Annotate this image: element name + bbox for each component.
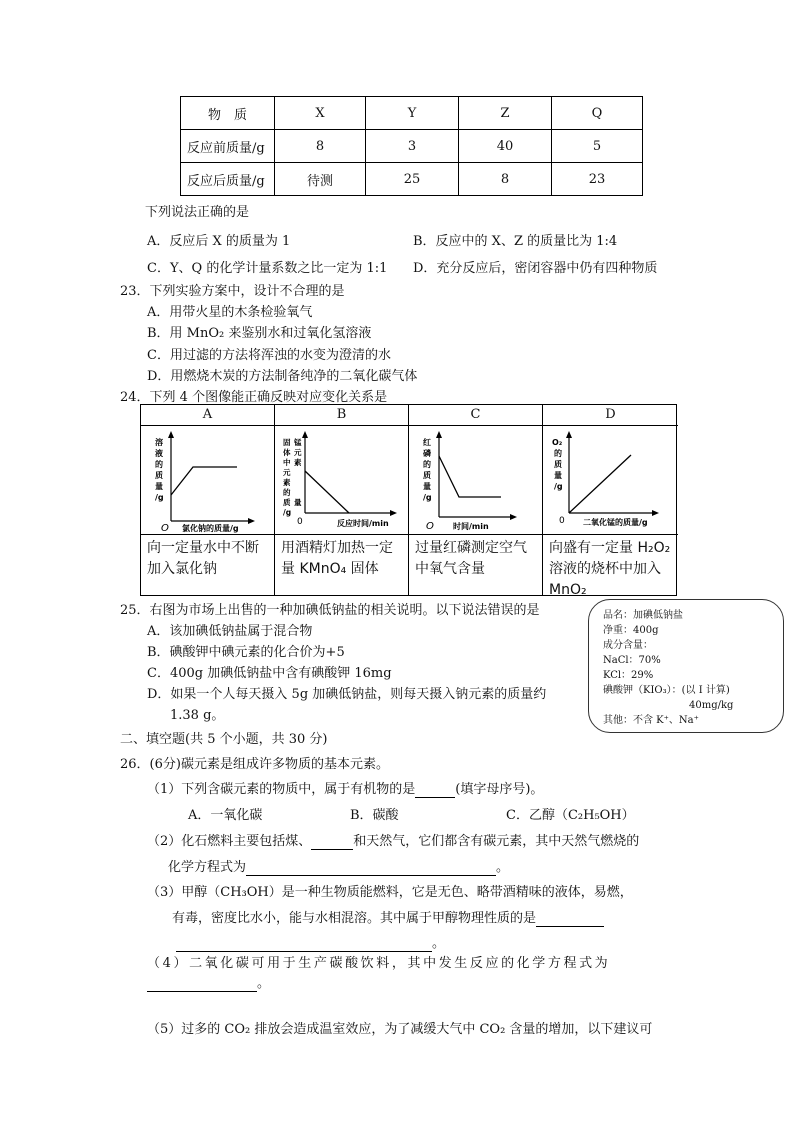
y-label: 的 [155, 460, 163, 469]
q22-option-c: C．Y、Q 的化学计量系数之比一定为 1:1 [147, 261, 388, 276]
label-line: 40mg/kg [689, 700, 734, 711]
x-label: 反应时间/min [337, 519, 389, 528]
y-label: 红 [423, 438, 431, 447]
y-label: /g [155, 493, 164, 502]
graph-cell-d [543, 405, 678, 598]
origin-label: 0 [559, 516, 565, 526]
q26-part2-text: （2）化石燃料主要包括煤、 [147, 834, 312, 849]
period: 。 [257, 976, 271, 991]
q26-part2-text3: 化学方程式为 [168, 860, 247, 875]
y-label: 量 [294, 498, 302, 507]
q23-option-a: A．用带火星的木条检验氧气 [147, 305, 313, 320]
graph-description: 向盛有一定量 H₂O₂ 溶液的烧杯中加入 MnO₂ [543, 534, 678, 604]
q22-option-b: B．反应中的 X、Z 的质量比为 1:4 [413, 234, 618, 249]
graph-letter: D [543, 405, 678, 426]
answer-blank[interactable] [536, 911, 604, 927]
graph-b-plot [275, 425, 409, 534]
table-cell: Z [459, 97, 552, 130]
table-cell: 反应前质量/g [181, 130, 275, 163]
q25-option-d: D．如果一个人每天摄入 5g 加碘低钠盐，则每天摄入钠元素的质量约 [147, 687, 547, 702]
q25-stem: 25．右图为市场上出售的一种加碘低钠盐的相关说明。以下说法错误的是 [120, 603, 540, 618]
y-label: 体 [283, 448, 291, 457]
q26-part5: （5）过多的 CO₂ 排放会造成温室效应，为了减缓大气中 CO₂ 含量的增加，以下建议可 [147, 1022, 653, 1037]
y-label: 锰 [294, 438, 302, 447]
q26-part3-line3 [176, 932, 445, 952]
graph-letter: C [409, 405, 542, 426]
answer-blank[interactable] [415, 782, 455, 798]
table-row [181, 130, 643, 163]
graph-a-line [171, 467, 237, 495]
y-label: 液 [155, 449, 163, 458]
graph-d-line [569, 455, 631, 513]
q25-option-c: C．400g 加碘低钠盐中含有碘酸钾 16mg [147, 666, 392, 681]
label-line: KCl：29% [603, 670, 654, 681]
q25-option-d-cont: 1.38 g。 [170, 708, 225, 723]
origin-label: 0 [297, 517, 303, 527]
q23-stem: 23．下列实验方案中，设计不合理的是 [120, 284, 345, 299]
salt-label-box [588, 599, 784, 733]
q23-option-b: B．用 MnO₂ 来鉴别水和过氧化氢溶液 [147, 326, 372, 341]
q26-part1-tail: (填字母序号)。 [455, 782, 544, 797]
y-label: O₂ [552, 438, 563, 447]
label-line: 其他：不含 K⁺、Na⁺ [603, 715, 699, 726]
table-row [181, 163, 643, 196]
q26-part4: （4）二氧化碳可用于生产碳酸饮料，其中发生反应的化学方程式为 [147, 956, 611, 971]
table-cell: 待测 [275, 163, 366, 196]
table-cell: Q [552, 97, 643, 130]
y-label: 质 [283, 498, 291, 507]
graph-letter: B [275, 405, 408, 426]
label-line: 品名：加碘低钠盐 [603, 610, 683, 621]
graph-b-line [305, 471, 349, 513]
period: 。 [496, 860, 510, 875]
label-line: 成分含量： [603, 640, 653, 651]
table-cell: 3 [366, 130, 459, 163]
table-cell: 25 [366, 163, 459, 196]
y-label: 的 [554, 449, 562, 458]
q23-option-c: C．用过滤的方法将浑浊的水变为澄清的水 [147, 348, 391, 363]
graph-description: 过量红磷测定空气中氧气含量 [409, 534, 542, 583]
answer-blank[interactable] [176, 936, 432, 952]
y-label: 量 [423, 482, 431, 491]
answer-blank[interactable] [147, 976, 257, 992]
table-cell: Y [366, 97, 459, 130]
label-line: 净重：400g [603, 625, 659, 636]
q26-part3-line2 [172, 907, 604, 927]
q26-part3: （3）甲醇（CH₃OH）是一种生物质能燃料，它是无色、略带酒精味的液体，易燃， [147, 885, 633, 900]
y-label: 中 [283, 458, 291, 467]
y-label: 质 [554, 460, 562, 469]
graph-c-plot [409, 425, 543, 534]
origin-label: O [161, 523, 169, 534]
table-cell: 8 [275, 130, 366, 163]
y-label: 质 [423, 471, 431, 480]
y-label: 量 [155, 482, 163, 491]
q26-part2-line2 [168, 856, 509, 876]
graph-cell-b [275, 405, 409, 595]
q26-part1-text: （1）下列含碳元素的物质中，属于有机物的是 [147, 782, 416, 797]
graph-a-plot [141, 425, 275, 534]
table-cell: 5 [552, 130, 643, 163]
y-label: 元 [294, 448, 302, 457]
y-label: 溶 [155, 438, 163, 447]
graph-d-plot [543, 425, 678, 534]
y-label: 量 [554, 471, 562, 480]
y-label: 素 [283, 478, 291, 487]
table-cell: 反应后质量/g [181, 163, 275, 196]
mass-table [180, 96, 643, 196]
table-cell: 物 质 [181, 97, 275, 130]
y-label: /g [554, 482, 563, 491]
answer-blank[interactable] [246, 860, 496, 876]
table-cell: 8 [459, 163, 552, 196]
table-cell: 23 [552, 163, 643, 196]
label-line: 碘酸钾（KIO₃）：(以 I 计算) [603, 685, 730, 696]
graph-description: 向一定量水中不断加入氯化钠 [141, 534, 274, 583]
graph-cell-a [141, 405, 275, 595]
q23-option-d: D．用燃烧木炭的方法制备纯净的二氧化碳气体 [147, 369, 418, 384]
y-label: 的 [423, 460, 431, 469]
q26-part4-line2 [147, 972, 270, 992]
graph-cell-c [409, 405, 543, 595]
graph-letter: A [141, 405, 274, 426]
period: 。 [432, 936, 446, 951]
origin-label: O [426, 521, 434, 532]
q26-opt-c: C．乙醇（C₂H₅OH） [506, 808, 635, 823]
answer-blank[interactable] [311, 834, 353, 850]
y-label: /g [283, 508, 292, 517]
y-label: 元 [283, 468, 291, 477]
graph-description: 用酒精灯加热一定量 KMnO₄ 固体 [275, 534, 408, 583]
q22-stem: 下列说法正确的是 [145, 205, 250, 220]
q26-part2 [147, 830, 639, 850]
x-label: 氯化钠的质量/g [182, 524, 239, 533]
y-label: 磷 [423, 449, 431, 458]
x-label: 二氧化锰的质量/g [583, 518, 648, 527]
q26-opt-a: A．一氧化碳 [188, 808, 263, 823]
table-cell: X [275, 97, 366, 130]
y-label: /g [423, 493, 432, 502]
q25-option-a: A．该加碘低钠盐属于混合物 [147, 624, 313, 639]
y-label: 固 [283, 438, 291, 447]
label-line: NaCl：70% [603, 655, 661, 666]
q26-stem: 26．(6分)碳元素是组成许多物质的基本元素。 [120, 757, 389, 772]
q24-graph-grid [140, 404, 677, 596]
q26-opt-b: B．碳酸 [350, 808, 399, 823]
section-heading: 二、填空题(共 5 个小题，共 30 分) [120, 732, 328, 747]
q22-option-d: D．充分反应后，密闭容器中仍有四种物质 [413, 261, 658, 276]
q24-stem: 24．下列 4 个图像能正确反映对应变化关系是 [120, 390, 388, 405]
y-label: 质 [155, 471, 163, 480]
y-label: 的 [283, 488, 291, 497]
x-label: 时间/min [453, 522, 489, 531]
q25-option-b: B．碘酸钾中碘元素的化合价为+5 [147, 645, 345, 660]
graph-c-line [439, 456, 501, 497]
q22-option-a: A．反应后 X 的质量为 1 [147, 234, 291, 249]
q26-part3-text2: 有毒，密度比水小，能与水相混溶。其中属于甲醇物理性质的是 [172, 911, 537, 926]
q26-part2-text2: 和天然气，它们都含有碳元素，其中天然气燃烧的 [353, 834, 640, 849]
table-cell: 40 [459, 130, 552, 163]
q26-part1 [147, 778, 543, 798]
y-label: 素 [294, 458, 302, 467]
table-header-row [181, 97, 643, 130]
